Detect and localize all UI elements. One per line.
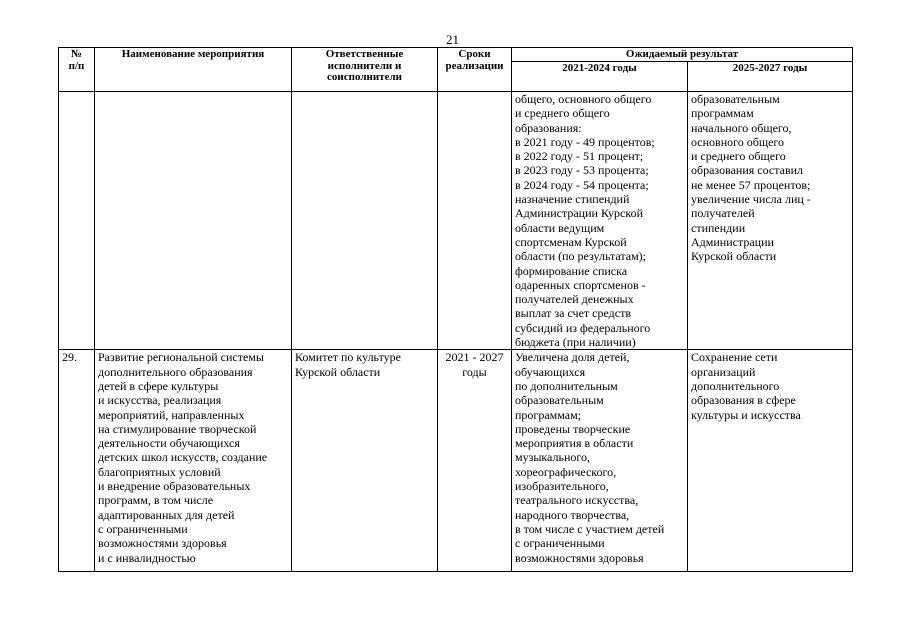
cell-result-2025-2027: образовательным программам начального общего, основного общего и среднего общего образования составил не менее 57 процентов; увеличение числа лиц - получателей стипендии Администрации Курской области — [688, 92, 853, 350]
activities-table — [58, 47, 853, 572]
cell-result-2025-2027: Сохранение сети организаций дополнительного образования в сфере культуры и искусства — [688, 350, 853, 572]
header-number: № п/п — [59, 48, 95, 92]
cell-result-2021-2024: Увеличена доля детей, обучающихся по дополнительным образовательным программам; проведены творческие мероприятия в области музыкального, хореографического, изобразительного, театрального искусства, народного творчества, в том числе с участием детей с ограниченными возможностями здоровья — [512, 350, 688, 572]
page-number: 21 — [446, 32, 459, 47]
header-responsible: Ответственные исполнители и соисполнители — [292, 48, 438, 92]
cell-name — [95, 92, 292, 350]
header-period-2021-2024: 2021-2024 годы — [512, 62, 688, 92]
table-row — [59, 350, 853, 572]
cell-terms — [438, 92, 512, 350]
header-expected-result: Ожидаемый результат — [512, 48, 853, 62]
header-terms: Сроки реализации — [438, 48, 512, 92]
header-period-2025-2027: 2025-2027 годы — [688, 62, 853, 92]
cell-responsible: Комитет по культуре Курской области — [292, 350, 438, 572]
cell-responsible — [292, 92, 438, 350]
cell-number: 29. — [59, 350, 95, 572]
table-header-row — [59, 48, 853, 62]
cell-terms: 2021 - 2027 годы — [438, 350, 512, 572]
cell-result-2021-2024: общего, основного общего и среднего общего образования: в 2021 году - 49 процентов; в 2022 году - 51 процент; в 2023 году - 53 процента; в 2024 году - 54 процента; назначение стипендий Администрации Курской области ведущим спортсменам Курской области (по результатам); формирование списка одаренных спортсменов - получателей денежных выплат за счет средств субсидий из федерального бюджета (при наличии) — [512, 92, 688, 350]
table-row — [59, 92, 853, 350]
cell-name: Развитие региональной системы дополнительного образования детей в сфере культуры и искусства, реализация мероприятий, направленных на стимулирование творческой деятельности обучающихся детских школ искусств, создание благоприятных условий и внедрение образовательных программ, в том числе адаптированных для детей с ограниченными возможностями здоровья и с инвалидностью — [95, 350, 292, 572]
header-name: Наименование мероприятия — [95, 48, 292, 92]
cell-number — [59, 92, 95, 350]
